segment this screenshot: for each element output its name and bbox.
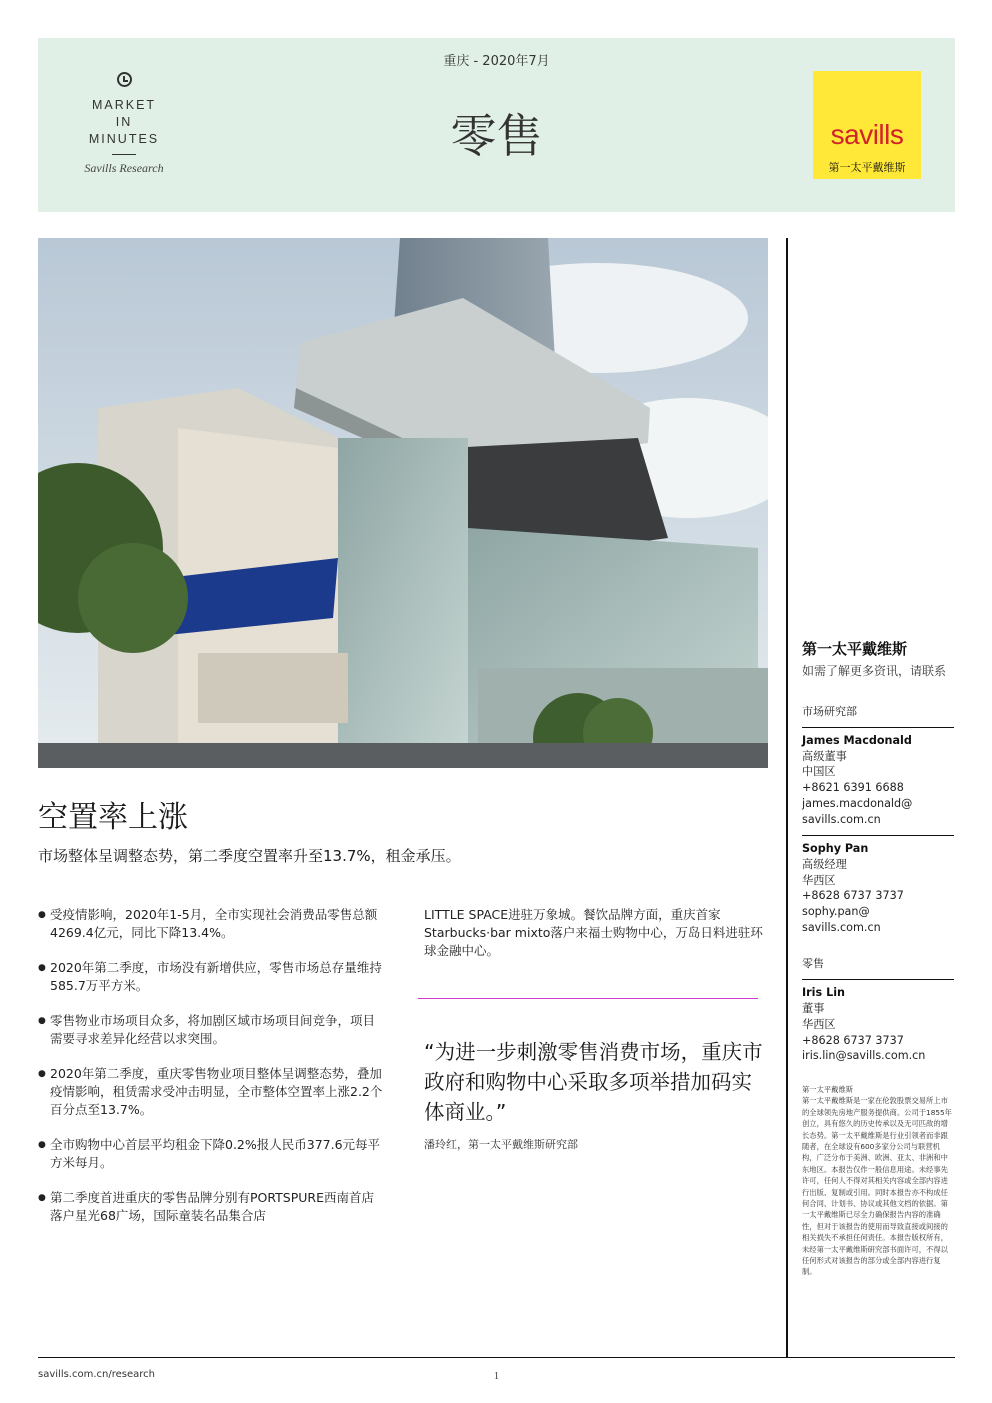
clock-icon <box>117 72 132 87</box>
savills-logo <box>813 71 921 179</box>
logo-wordmark: savills <box>830 119 904 150</box>
sidebar-divider <box>786 238 788 1358</box>
contact-email-domain[interactable]: savills.com.cn <box>802 920 881 934</box>
contact-card <box>802 980 954 1072</box>
list-item: ● 受疫情影响，2020年1-5月，全市实现社会消费品零售总额4269.4亿元，同比下降13.4%。 <box>38 906 386 942</box>
brand-line-2: IN <box>115 115 133 129</box>
report-title: 零售 <box>450 109 543 163</box>
quote-divider <box>418 998 758 999</box>
building-photo <box>38 238 768 768</box>
pull-quote: “为进一步刺激零售消费市场，重庆市政府和购物中心采取多项举措加码实体商业。” <box>424 1040 763 1124</box>
contact-region: 华西区 <box>802 1017 836 1031</box>
section-label-research: 市场研究部 <box>802 703 954 728</box>
list-item: ● 全市购物中心首层平均租金下降0.2%报人民币377.6元每平方米每月。 <box>38 1136 386 1172</box>
contact-phone[interactable]: +8628 6737 3737 <box>802 889 904 903</box>
contact-email[interactable]: sophy.pan@ <box>802 905 870 919</box>
contact-phone[interactable]: +8621 6391 6688 <box>802 781 904 795</box>
contact-email[interactable]: iris.lin@savills.com.cn <box>802 1049 926 1063</box>
page-number: 1 <box>494 1371 499 1382</box>
contact-name: Iris Lin <box>802 986 845 1000</box>
contact-email[interactable]: james.macdonald@ <box>802 796 913 810</box>
disclaimer-text: 第一太平戴维斯是一家在伦敦股票交易所上市的全球领先房地产服务提供商。公司于1855年创立，具有悠久的历史传承以及无可匹敌的增长态势。第一太平戴维斯是行业引领者而非跟随者，在全球设有600多家分公司与联营机构，广泛分布于美洲、欧洲、亚太、非洲和中东地区。本报告仅作一般信息用途。未经事先许可，任何人不得对其相关内容或全部内容进行出版、复制或引用。同时本报告亦不构成任何合同、计划书、协议或其他文档的依据。第一太平戴维斯已尽全力确保报告内容的准确性，但对于该报告的使用而导致直接或间接的相关损失不承担任何责任。本报告版权所有，未经第一太平戴维斯研究部书面许可，不得以任何形式对该报告的部分或全部内容进行复制。 <box>802 1096 952 1277</box>
contact-role: 高级董事 <box>802 749 847 763</box>
list-item: ● 2020年第二季度，市场没有新增供应，零售市场总存量维持585.7万平方米。 <box>38 959 386 995</box>
quote-attribution: 潘玲红，第一太平戴维斯研究部 <box>424 1138 578 1151</box>
main-heading: 空置率上涨 <box>38 800 188 835</box>
main-subheading: 市场整体呈调整态势，第二季度空置率升至13.7%，租金承压。 <box>38 847 461 865</box>
brand-subtitle: Savills Research <box>84 161 164 175</box>
contact-phone[interactable]: +8628 6737 3737 <box>802 1033 904 1047</box>
disclaimer <box>802 1084 954 1278</box>
contact-region: 华西区 <box>802 873 836 887</box>
contact-region: 中国区 <box>802 765 836 779</box>
sidebar-title: 第一太平戴维斯 <box>802 640 908 658</box>
contact-role: 董事 <box>802 1002 825 1016</box>
building-illustration <box>38 238 768 768</box>
contact-card <box>802 728 954 836</box>
brand-line-3: MINUTES <box>88 132 160 146</box>
contact-role: 高级经理 <box>802 857 847 871</box>
contact-name: James Macdonald <box>802 734 912 747</box>
header-banner <box>38 38 955 212</box>
contact-prompt: 如需了解更多资讯，请联系 <box>802 664 947 678</box>
column-two-text: LITTLE SPACE进驻万象城。餐饮品牌方面，重庆首家Starbucks·bar mixto落户来福士购物中心，万岛日料进驻环球金融中心。 <box>424 907 763 958</box>
contact-card <box>802 836 954 943</box>
sidebar <box>802 638 954 1278</box>
contact-name: Sophy Pan <box>802 842 869 856</box>
logo-chinese-name: 第一太平戴维斯 <box>828 161 906 174</box>
list-item: ● 2020年第二季度，重庆零售物业项目整体呈调整态势，叠加疫情影响，租赁需求受冲击明显，全市整体空置率上涨2.2个百分点至13.7%。 <box>38 1065 386 1119</box>
footer-divider <box>38 1357 955 1358</box>
section-label-retail: 零售 <box>802 955 954 980</box>
contact-email-domain[interactable]: savills.com.cn <box>802 812 881 826</box>
list-item: ● 第二季度首进重庆的零售品牌分别有PORTSPURE西南首店落户星光68广场，国际童装名品集合店 <box>38 1189 386 1225</box>
list-item: ● 零售物业市场项目众多，将加剧区域市场项目间竞争，项目需要寻求差异化经营以求突围。 <box>38 1012 386 1048</box>
key-points-list <box>38 906 386 1242</box>
disclaimer-title: 第一太平戴维斯 <box>802 1084 854 1094</box>
report-date: 重庆 - 2020年7月 <box>443 54 550 69</box>
brand-line-1: MARKET <box>91 98 157 112</box>
footer-link[interactable]: savills.com.cn/research <box>38 1369 155 1380</box>
